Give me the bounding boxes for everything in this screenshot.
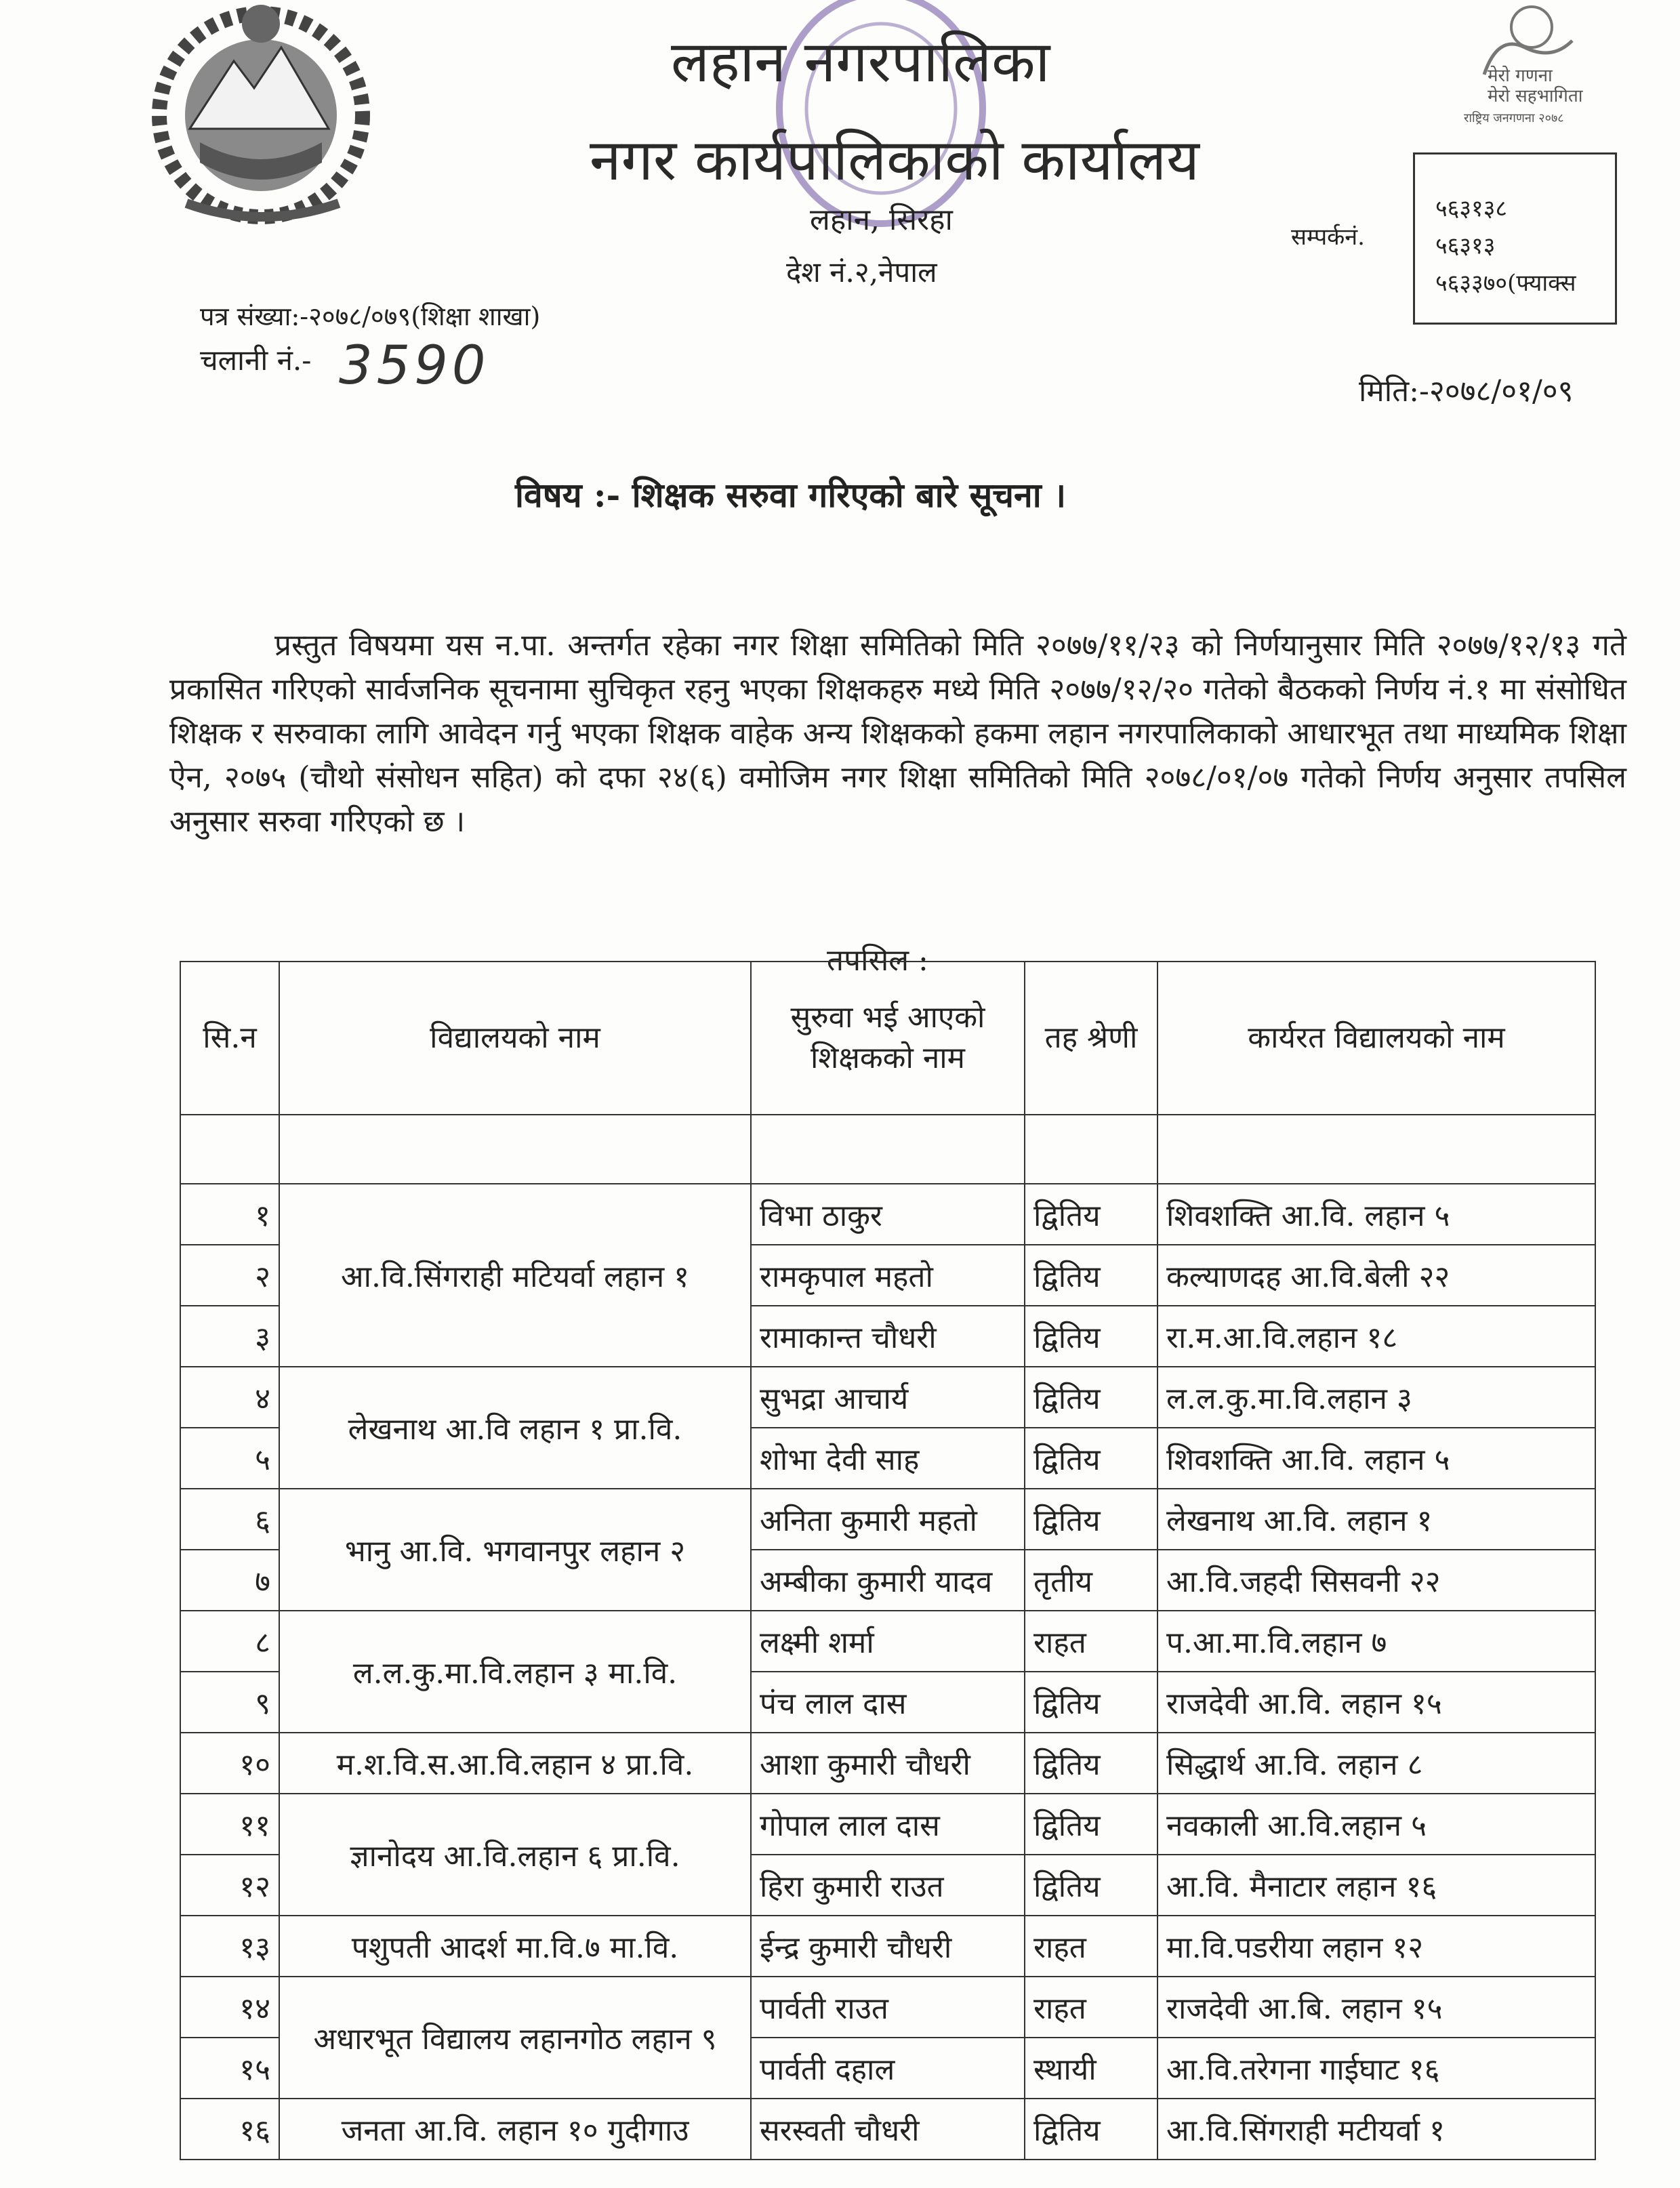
row-current-school: प.आ.मा.वि.लहान ७ [1157,1611,1595,1672]
row-school: म.श.वि.स.आ.वि.लहान ४ प्रा.वि. [279,1733,751,1794]
row-school: लेखनाथ आ.वि लहान १ प्रा.वि. [279,1367,751,1489]
row-teacher: विभा ठाकुर [751,1184,1025,1245]
row-teacher: गोपाल लाल दास [751,1794,1025,1855]
table-row [180,1977,1595,2038]
contact-box [1413,152,1617,325]
row-teacher: पार्वती राउत [751,1977,1025,2038]
row-level: द्वितिय [1025,2099,1157,2160]
census-logo-line3: राष्ट्रिय जनगणना २०७८ [1464,111,1564,125]
row-teacher: सुभद्रा आचार्य [751,1367,1025,1428]
row-sn: ११ [180,1794,279,1855]
row-level: स्थायी [1025,2038,1157,2099]
row-school: आ.वि.सिंगराही मटियर्वा लहान १ [279,1184,751,1367]
row-sn: २ [180,1245,279,1306]
row-sn: १४ [180,1977,279,2038]
transfer-table [180,961,1596,2160]
row-level: द्वितिय [1025,1489,1157,1550]
row-current-school: आ.वि. मैनाटार लहान १६ [1157,1855,1595,1916]
row-sn: ८ [180,1611,279,1672]
row-teacher: अनिता कुमारी महतो [751,1489,1025,1550]
table-header-row [180,962,1595,1115]
table-row [180,1184,1595,1245]
row-level: राहत [1025,1977,1157,2038]
table-row [180,1367,1595,1428]
contact-number: ५६३१३८ [1435,195,1508,222]
row-level: राहत [1025,1916,1157,1977]
census-logo [1457,0,1593,129]
row-level: द्वितिय [1025,1184,1157,1245]
row-current-school: शिवशक्ति आ.वि. लहान ५ [1157,1184,1595,1245]
header-school: विद्यालयको नाम [279,962,751,1115]
row-current-school: कल्याणदह आ.वि.बेली २२ [1157,1245,1595,1306]
row-sn: ६ [180,1489,279,1550]
row-current-school: ल.ल.कु.मा.वि.लहान ३ [1157,1367,1595,1428]
dispatch-number: 3590 [339,335,490,396]
row-school: जनता आ.वि. लहान १० गुदीगाउ [279,2099,751,2160]
office-name: लहान नगरपालिका [671,28,1050,95]
census-logo-line1: मेरो गणना [1488,66,1553,86]
letter-date: मिति:-२०७८/०१/०९ [1359,374,1574,409]
row-level: द्वितिय [1025,1672,1157,1733]
row-sn: ९ [180,1672,279,1733]
nepal-government-emblem [125,0,400,227]
row-teacher: पार्वती दहाल [751,2038,1025,2099]
row-teacher: सरस्वती चौधरी [751,2099,1025,2160]
subject-line: विषय :- शिक्षक सरुवा गरिएको बारे सूचना । [515,475,1067,515]
dispatch-label: चलानी नं.- [200,344,312,377]
row-current-school: सिद्धार्थ आ.वि. लहान ८ [1157,1733,1595,1794]
row-level: द्वितिय [1025,1428,1157,1489]
table-spacer-row [180,1115,1595,1184]
row-current-school: नवकाली आ.वि.लहान ५ [1157,1794,1595,1855]
row-current-school: राजदेवी आ.बि. लहान १५ [1157,1977,1595,2038]
table-row [180,1489,1595,1550]
census-logo-line2: मेरो सहभागिता [1488,86,1583,106]
row-school: ल.ल.कु.मा.वि.लहान ३ मा.वि. [279,1611,751,1733]
body-paragraph: प्रस्तुत विषयमा यस न.पा. अन्तर्गत रहेका नगर शिक्षा समितिको मिति २०७७/११/२३ को निर्णयानुसार मिति २०७७/१२/१३ गते प्रकासित गरिएको सार्वजनिक सूचनामा सुचिकृत रहनु भएका शिक्षकहरु मध्ये मिति २०७७/१२/२० गतेको बैठकको निर्णय नं.१ मा संसोधित शिक्षक र सरुवाका लागि आवेदन गर्नु भएका शिक्षक वाहेक अन्य शिक्षकको हकमा लहान नगरपालिकाको आधारभूत तथा माध्यमिक शिक्षा ऐन, २०७५ (चौथो संसोधन सहित) को दफा २४(६) वमोजिम नगर शिक्षा समितिको मिति २०७८/०१/०७ गतेको निर्णय अनुसार तपसिल अनुसार सरुवा गरिएको छ । [169,628,1626,839]
row-teacher: शोभा देवी साह [751,1428,1025,1489]
row-level: द्वितिय [1025,1794,1157,1855]
address-line-2: देश नं.२,नेपाल [786,255,937,289]
row-current-school: राजदेवी आ.वि. लहान १५ [1157,1672,1595,1733]
row-school: भानु आ.वि. भगवानपुर लहान २ [279,1489,751,1611]
row-sn: १ [180,1184,279,1245]
row-level: द्वितिय [1025,1733,1157,1794]
row-current-school: आ.वि.सिंगराही मटीयर्वा १ [1157,2099,1595,2160]
letter-number: पत्र संख्या:-२०७८/०७९(शिक्षा शाखा) [200,302,541,331]
row-school: अधारभूत विद्यालय लहानगोठ लहान ९ [279,1977,751,2099]
row-level: द्वितिय [1025,1306,1157,1367]
contact-label: सम्पर्कनं. [1291,224,1365,251]
row-level: द्वितिय [1025,1367,1157,1428]
header-level: तह श्रेणी [1025,962,1157,1115]
row-level: तृतीय [1025,1550,1157,1611]
row-sn: ५ [180,1428,279,1489]
header-sn: सि.न [180,962,279,1115]
row-level: द्वितिय [1025,1855,1157,1916]
header-current-school: कार्यरत विद्यालयको नाम [1157,962,1595,1115]
row-level: राहत [1025,1611,1157,1672]
row-school: पशुपती आदर्श मा.वि.७ मा.वि. [279,1916,751,1977]
row-teacher: अम्बीका कुमारी यादव [751,1550,1025,1611]
row-current-school: रा.म.आ.वि.लहान १८ [1157,1306,1595,1367]
contact-number: ५६३१३ [1435,232,1496,260]
body-paragraph-container [169,623,1626,844]
row-sn: १५ [180,2038,279,2099]
row-teacher: पंच लाल दास [751,1672,1025,1733]
table-row [180,1611,1595,1672]
address-line-1: लहान, सिरहा [810,203,953,237]
contact-fax: ५६३३७०(फ्याक्स [1435,270,1576,297]
row-teacher: ईन्द्र कुमारी चौधरी [751,1916,1025,1977]
row-current-school: शिवशक्ति आ.वि. लहान ५ [1157,1428,1595,1489]
row-school: ज्ञानोदय आ.वि.लहान ६ प्रा.वि. [279,1794,751,1916]
row-sn: ७ [180,1550,279,1611]
table-row [180,1794,1595,1855]
row-teacher: हिरा कुमारी राउत [751,1855,1025,1916]
row-teacher: आशा कुमारी चौधरी [751,1733,1025,1794]
row-current-school: आ.वि.तरेगना गाईघाट १६ [1157,2038,1595,2099]
table-caption: तपसिल : [827,943,928,978]
table-row [180,1916,1595,1977]
row-teacher: रामकृपाल महतो [751,1245,1025,1306]
row-current-school: मा.वि.पडरीया लहान १२ [1157,1916,1595,1977]
row-sn: ४ [180,1367,279,1428]
table-row [180,1733,1595,1794]
row-teacher: लक्ष्मी शर्मा [751,1611,1025,1672]
row-sn: ३ [180,1306,279,1367]
row-level: द्वितिय [1025,1245,1157,1306]
row-sn: १६ [180,2099,279,2160]
row-current-school: आ.वि.जहदी सिसवनी २२ [1157,1550,1595,1611]
row-sn: १० [180,1733,279,1794]
row-teacher: रामाकान्त चौधरी [751,1306,1025,1367]
row-sn: १२ [180,1855,279,1916]
row-sn: १३ [180,1916,279,1977]
header-teacher: सुरुवा भई आएको शिक्षकको नाम [751,962,1025,1115]
table-row [180,2099,1595,2160]
row-current-school: लेखनाथ आ.वि. लहान १ [1157,1489,1595,1550]
office-subtitle: नगर कार्यपालिकाको कार्यालय [590,127,1200,193]
